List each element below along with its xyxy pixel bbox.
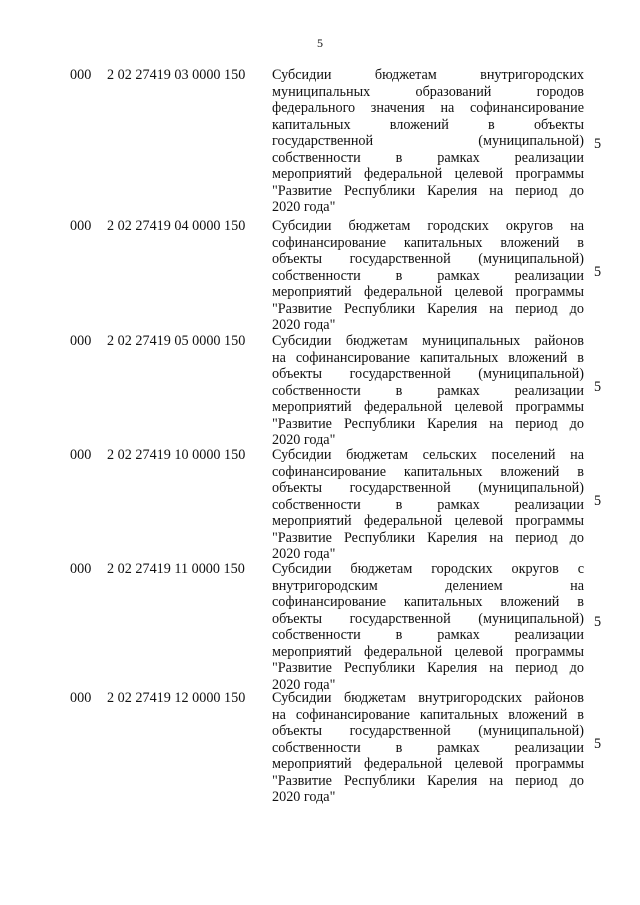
- description-line: на софинансирование капитальных вложений в: [272, 706, 584, 723]
- revenue-description: [272, 561, 584, 693]
- description-line: Субсидии бюджетам городских округов с: [272, 561, 584, 577]
- budget-classification-code: 2 02 27419 12 0000 150: [107, 690, 246, 706]
- description-line: собственности в рамках реализации: [272, 627, 584, 643]
- description-line: мероприятий федеральной целевой программы: [272, 399, 584, 415]
- page-number: 5: [317, 36, 323, 50]
- description-line: на софинансирование капитальных вложений в: [272, 349, 584, 366]
- amount-value: 5: [594, 379, 602, 395]
- description-line: объекты государственной (муниципальной): [272, 723, 584, 739]
- description-line: собственности в рамках реализации: [272, 739, 584, 756]
- description-line: капитальных вложений в объекты: [272, 116, 584, 133]
- description-line: объекты государственной (муниципальной): [272, 610, 584, 627]
- description-line: "Развитие Республики Карелия на период до: [272, 660, 584, 676]
- description-line: "Развитие Республики Карелия на период до: [272, 529, 584, 546]
- revenue-description: [272, 67, 584, 216]
- description-line: мероприятий федеральной целевой программы: [272, 284, 584, 300]
- description-line: 2020 года": [272, 546, 336, 562]
- admin-code: 000: [70, 690, 92, 706]
- description-line: "Развитие Республики Карелия на период до: [272, 300, 584, 317]
- amount-value: 5: [594, 264, 602, 280]
- budget-classification-code: 2 02 27419 05 0000 150: [107, 333, 246, 349]
- admin-code: 000: [70, 447, 92, 463]
- description-line: мероприятий федеральной целевой программы: [272, 643, 584, 660]
- description-line: "Развитие Республики Карелия на период до: [272, 772, 584, 789]
- budget-classification-code: 2 02 27419 03 0000 150: [107, 67, 246, 83]
- description-line: собственности в рамках реализации: [272, 496, 584, 513]
- budget-classification-code: 2 02 27419 10 0000 150: [107, 447, 246, 463]
- description-line: 2020 года": [272, 199, 336, 215]
- revenue-description: [272, 690, 584, 806]
- description-line: 2020 года": [272, 789, 336, 805]
- description-line: "Развитие Республики Карелия на период до: [272, 415, 584, 432]
- description-line: "Развитие Республики Карелия на период до: [272, 182, 584, 199]
- description-line: мероприятий федеральной целевой программы: [272, 513, 584, 529]
- description-line: Субсидии бюджетам внутригородских: [272, 67, 584, 83]
- admin-code: 000: [70, 561, 92, 577]
- description-line: собственности в рамках реализации: [272, 149, 584, 166]
- amount-value: 5: [594, 736, 602, 752]
- description-line: муниципальных образований городов: [272, 83, 584, 100]
- description-line: объекты государственной (муниципальной): [272, 251, 584, 267]
- amount-value: 5: [594, 493, 602, 509]
- description-line: мероприятий федеральной целевой программы: [272, 166, 584, 182]
- description-line: 2020 года": [272, 317, 336, 333]
- description-line: федерального значения на софинансирование: [272, 100, 584, 116]
- description-line: государственной (муниципальной): [272, 133, 584, 149]
- revenue-description: [272, 333, 584, 449]
- budget-classification-code: 2 02 27419 11 0000 150: [107, 561, 245, 577]
- description-line: мероприятий федеральной целевой программы: [272, 756, 584, 772]
- revenue-description: [272, 218, 584, 334]
- description-line: Субсидии бюджетам сельских поселений на: [272, 447, 584, 463]
- admin-code: 000: [70, 333, 92, 349]
- description-line: объекты государственной (муниципальной): [272, 366, 584, 382]
- description-line: 2020 года": [272, 676, 336, 693]
- description-line: 2020 года": [272, 432, 336, 448]
- revenue-description: [272, 447, 584, 563]
- description-line: софинансирование капитальных вложений в: [272, 463, 584, 480]
- amount-value: 5: [594, 136, 602, 152]
- amount-value: 5: [594, 614, 602, 630]
- description-line: софинансирование капитальных вложений в: [272, 594, 584, 610]
- description-line: Субсидии бюджетам внутригородских районов: [272, 690, 584, 706]
- admin-code: 000: [70, 218, 92, 234]
- admin-code: 000: [70, 67, 92, 83]
- description-line: собственности в рамках реализации: [272, 267, 584, 284]
- description-line: собственности в рамках реализации: [272, 382, 584, 399]
- description-line: Субсидии бюджетам муниципальных районов: [272, 333, 584, 349]
- description-line: внутригородским делением на: [272, 577, 584, 594]
- description-line: объекты государственной (муниципальной): [272, 480, 584, 496]
- description-line: софинансирование капитальных вложений в: [272, 234, 584, 251]
- description-line: Субсидии бюджетам городских округов на: [272, 218, 584, 234]
- budget-classification-code: 2 02 27419 04 0000 150: [107, 218, 246, 234]
